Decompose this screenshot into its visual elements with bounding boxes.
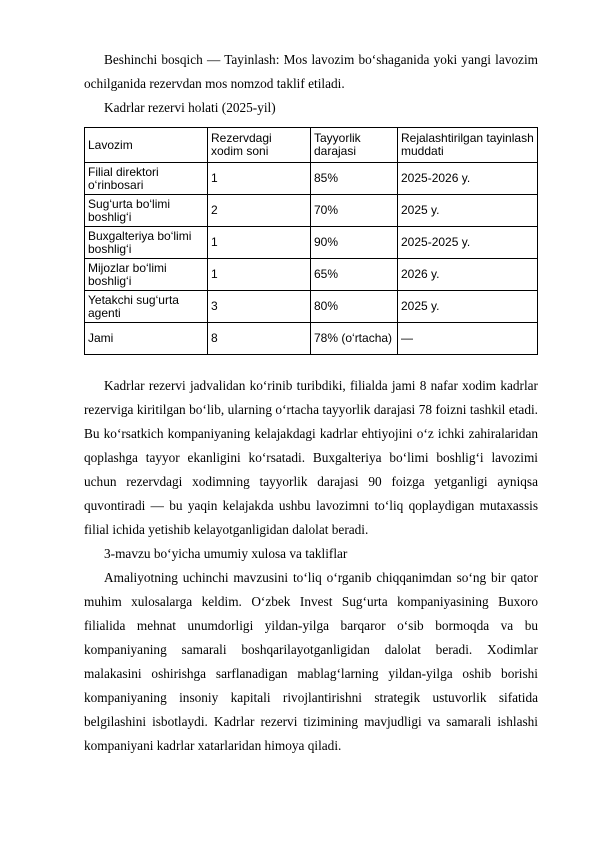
- cell-reserve-count: 1: [208, 163, 311, 195]
- cell-planned-term: 2025 y.: [398, 195, 538, 227]
- header-reserve-count: Rezervdagi xodim soni: [208, 128, 311, 163]
- analysis-paragraph: Kadrlar rezervi jadvalidan ko‘rinib turibdiki, filialda jami 8 nafar xodim kadrlar rezerviga kiritilgan bo‘lib, ularning o‘rtacha tayyorlik darajasi 78 foizni tashkil etadi. Bu ko‘rsatkich kompaniyaning kelajakdagi kadrlar ehtiyojini o‘z ichki zahiralaridan qoplashga tayyor ekanligini ko‘rsatadi. Buxgalteriya bo‘limi boshlig‘i lavozimi uchun rezervdagi xodimning tayyorlik darajasi 90 foizga yetganligi ayniqsa quvontiradi — bu yaqin kelajakda ushbu lavozimni to‘liq qoplaydigan mutaxassis filial ichida yetishib kelayotganligidan dalolat beradi.: [84, 378, 538, 537]
- cell-readiness: 65%: [311, 259, 398, 291]
- header-planned-term: Rejalashtirilgan tayinlash muddati: [398, 128, 538, 163]
- table-row: [85, 195, 538, 227]
- header-readiness: Tayyorlik darajasi: [311, 128, 398, 163]
- cell-readiness: 90%: [311, 227, 398, 259]
- cell-readiness: 78% (o‘rtacha): [311, 323, 398, 355]
- cell-reserve-count: 1: [208, 227, 311, 259]
- table-caption: Kadrlar rezervi holati (2025-yil): [104, 100, 276, 115]
- table-header-row: [85, 128, 538, 163]
- cell-planned-term: 2025-2025 y.: [398, 227, 538, 259]
- cell-readiness: 80%: [311, 291, 398, 323]
- section-heading: 3-mavzu bo‘yicha umumiy xulosa va takliflar: [104, 546, 348, 561]
- cell-position: Sug‘urta bo‘limi boshlig‘i: [85, 195, 208, 227]
- cell-position: Yetakchi sug‘urta agenti: [85, 291, 208, 323]
- table-row: [85, 227, 538, 259]
- cell-reserve-count: 1: [208, 259, 311, 291]
- cell-position: Buxgalteriya bo‘limi boshlig‘i: [85, 227, 208, 259]
- personnel-reserve-table: [84, 127, 538, 355]
- cell-planned-term: 2025 y.: [398, 291, 538, 323]
- cell-position: Jami: [85, 323, 208, 355]
- table-total-row: [85, 323, 538, 355]
- header-position: Lavozim: [85, 128, 208, 163]
- cell-reserve-count: 8: [208, 323, 311, 355]
- cell-planned-term: 2026 y.: [398, 259, 538, 291]
- cell-planned-term: 2025-2026 y.: [398, 163, 538, 195]
- cell-readiness: 70%: [311, 195, 398, 227]
- cell-reserve-count: 3: [208, 291, 311, 323]
- cell-reserve-count: 2: [208, 195, 311, 227]
- table-row: [85, 259, 538, 291]
- cell-position: Filial direktori o‘rinbosari: [85, 163, 208, 195]
- intro-paragraph: Beshinchi bosqich — Tayinlash: Mos lavozim bo‘shaganida yoki yangi lavozim ochilganida rezervdan mos nomzod taklif etiladi.: [84, 52, 538, 91]
- body-text-block: [84, 374, 538, 758]
- cell-planned-term: —: [398, 323, 538, 355]
- cell-readiness: 85%: [311, 163, 398, 195]
- conclusion-paragraph: Amaliyotning uchinchi mavzusini to‘liq o‘rganib chiqqanimdan so‘ng bir qator muhim xulosalarga keldim. O‘zbek Invest Sug‘urta kompaniyasining Buxoro filialida mehnat unumdorligi yildan-yilga barqaror o‘sib bormoqda va bu kompaniyaning samarali boshqarilayotganligidan dalolat beradi. Xodimlar malakasini oshirishga sarflanadigan mablag‘larning yildan-yilga oshib borishi kompaniyaning insoniy kapitali rivojlantirishni strategik ustuvorlik sifatida belgilashini isbotlaydi. Kadrlar rezervi tizimining mavjudligi va samarali ishlashi kompaniyani kadrlar xatarlaridan himoya qiladi.: [84, 570, 538, 753]
- cell-position: Mijozlar bo‘limi boshlig‘i: [85, 259, 208, 291]
- table-row: [85, 291, 538, 323]
- table-row: [85, 163, 538, 195]
